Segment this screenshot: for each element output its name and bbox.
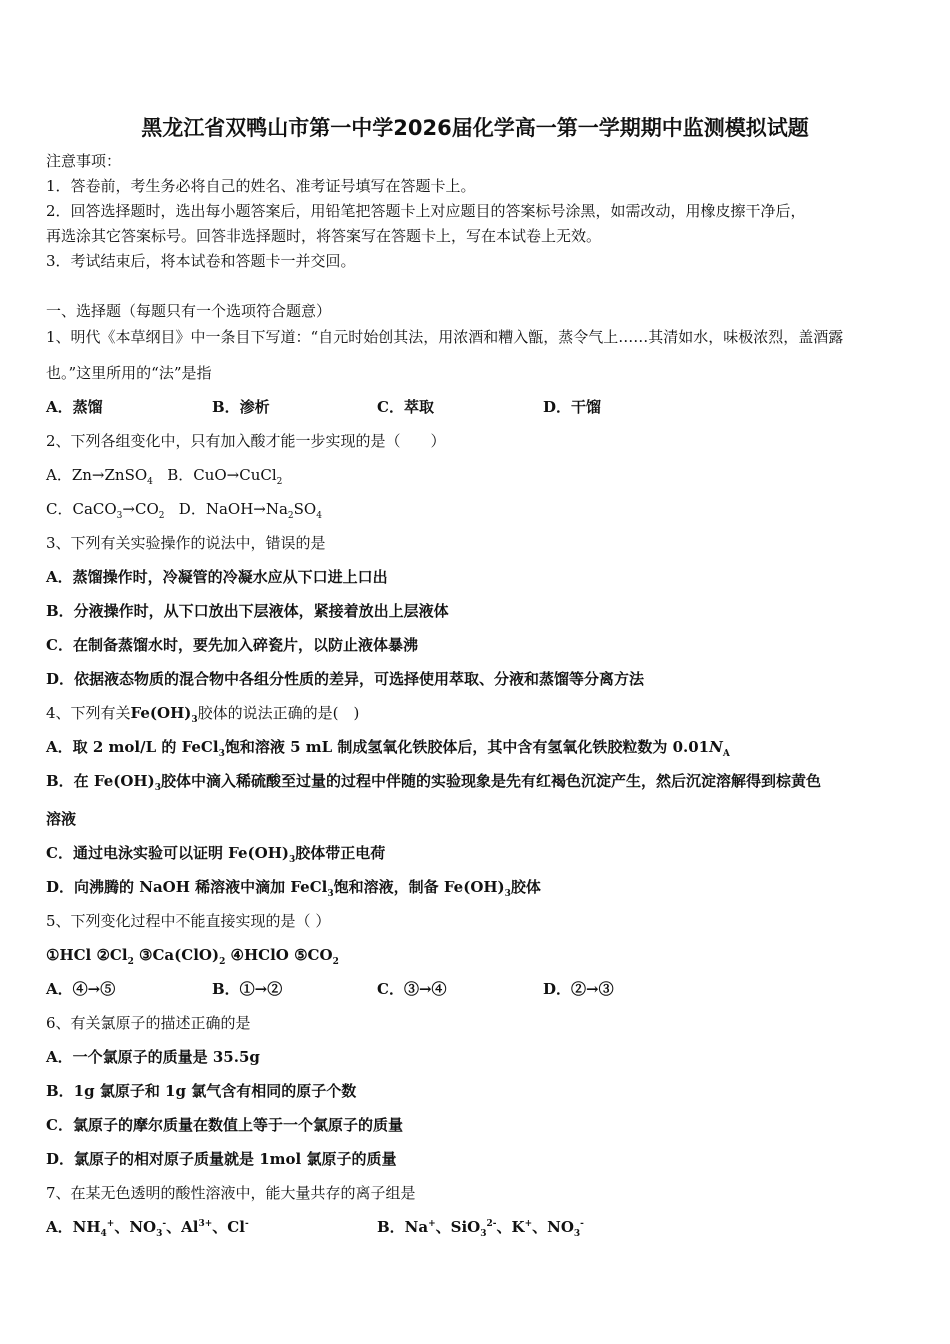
q3-option-c: C．在制备蒸馏水时，要先加入碎瓷片，以防止液体暴沸 — [46, 636, 418, 654]
notice-item-2: 2．回答选择题时，选出每小题答案后，用铅笔把答题卡上对应题目的答案标号涂黑，如需改动，用橡皮擦干净后， — [46, 202, 806, 220]
section-heading: 一、选择题（每题只有一个选项符合题意） — [46, 302, 332, 320]
notice-item-3: 3．考试结束后，将本试卷和答题卡一并交回。 — [46, 252, 356, 270]
q1-stem: 1、明代《本草纲目》中一条目下写道：“自元时始创其法，用浓酒和糟入甑，蒸令气上……其清如水，味极浓烈，盖酒露 — [46, 328, 844, 346]
q2-option-a: A．Zn→ZnSO$_4$ — [46, 466, 153, 487]
q6-option-a: A．一个氯原子的质量是 35.5g — [46, 1048, 260, 1066]
q4-stem: 4、下列有关$Fe(OH)_3$胶体的说法正确的是( ) — [46, 704, 360, 725]
q7-option-a: A．$NH_4^+$、$NO_3^-$、$Al^{3+}$、Cl- — [46, 1218, 249, 1239]
q4-option-c: C．通过电泳实验可以证明 $Fe(OH)_3$胶体带正电荷 — [46, 844, 386, 865]
q3-stem: 3、下列有关实验操作的说法中，错误的是 — [46, 534, 326, 552]
q2-options-ab — [46, 465, 282, 485]
q2-stem: 2、下列各组变化中，只有加入酸才能一步实现的是（ ） — [46, 432, 446, 450]
notice-item-2-cont: 再选涂其它答案标号。回答非选择题时，将答案写在答题卡上，写在本试卷上无效。 — [46, 227, 602, 245]
q6-option-c: C．氯原子的摩尔质量在数值上等于一个氯原子的质量 — [46, 1116, 403, 1134]
q2-options-cd — [46, 499, 322, 519]
exam-title: 黑龙江省双鸭山市第一中学2026届化学高一第一学期期中监测模拟试题 — [141, 116, 809, 140]
q1-option-b: B．渗析 — [212, 398, 270, 416]
q6-option-b: B．1g 氯原子和 1g 氯气含有相同的原子个数 — [46, 1082, 357, 1100]
notice-item-1: 1．答卷前，考生务必将自己的姓名、准考证号填写在答题卡上。 — [46, 177, 476, 195]
q2-option-c: C．$CaCO_3\to CO_2$ — [46, 500, 165, 521]
q1-stem-cont: 也。”这里所用的“法”是指 — [46, 364, 212, 382]
q1-option-a: A．蒸馏 — [46, 398, 103, 416]
q4-option-a: A．取 2 mol/L 的 FeCl$_3$饱和溶液 5 mL 制成氢氧化铁胶体后，其中含有氢氧化铁胶粒数为 $0.01N_A$ — [46, 738, 730, 759]
q4-option-d: D．向沸腾的 NaOH 稀溶液中滴加 FeCl$_3$饱和溶液，制备 $Fe(OH)_3$胶体 — [46, 878, 541, 899]
q3-option-b: B．分液操作时，从下口放出下层液体，紧接着放出上层液体 — [46, 602, 449, 620]
q7-stem: 7、在某无色透明的酸性溶液中，能大量共存的离子组是 — [46, 1184, 416, 1202]
q1-option-c: C．萃取 — [377, 398, 434, 416]
q1-option-d: D．干馏 — [543, 398, 602, 416]
q5-stem: 5、下列变化过程中不能直接实现的是（ ） — [46, 912, 331, 930]
q2-option-d: D．$NaOH\to Na_2SO_4$ — [178, 500, 322, 521]
q5-option-d: D．②→③ — [543, 980, 614, 998]
q6-option-d: D．氯原子的相对原子质量就是 1mol 氯原子的质量 — [46, 1150, 397, 1168]
q5-option-a: A．④→⑤ — [46, 980, 116, 998]
q5-option-c: C．③→④ — [377, 980, 447, 998]
q4-option-b-cont: 溶液 — [46, 810, 77, 828]
q3-option-d: D．依据液态物质的混合物中各组分性质的差异，可选择使用萃取、分液和蒸馏等分离方法 — [46, 670, 645, 688]
q7-option-b: B．Na+、SiO$_3^{2-}$、K+、$NO_3^-$ — [377, 1218, 584, 1239]
q3-option-a: A．蒸馏操作时，冷凝管的冷凝水应从下口进上口出 — [46, 568, 388, 586]
q5-option-b: B．①→② — [212, 980, 283, 998]
q2-option-b: B．CuO→CuCl$_2$ — [167, 466, 283, 487]
q4-option-b: B．在 $Fe(OH)_3$胶体中滴入稀硫酸至过量的过程中伴随的实验现象是先有红褐色沉淀产生，然后沉淀溶解得到棕黄色 — [46, 772, 821, 793]
notice-heading: 注意事项： — [46, 152, 122, 170]
q6-stem: 6、有关氯原子的描述正确的是 — [46, 1014, 251, 1032]
q5-substance-list: ①HCl $②Cl_2$ $③Ca(ClO)_2$ ④HClO $⑤CO_2$ — [46, 946, 339, 967]
